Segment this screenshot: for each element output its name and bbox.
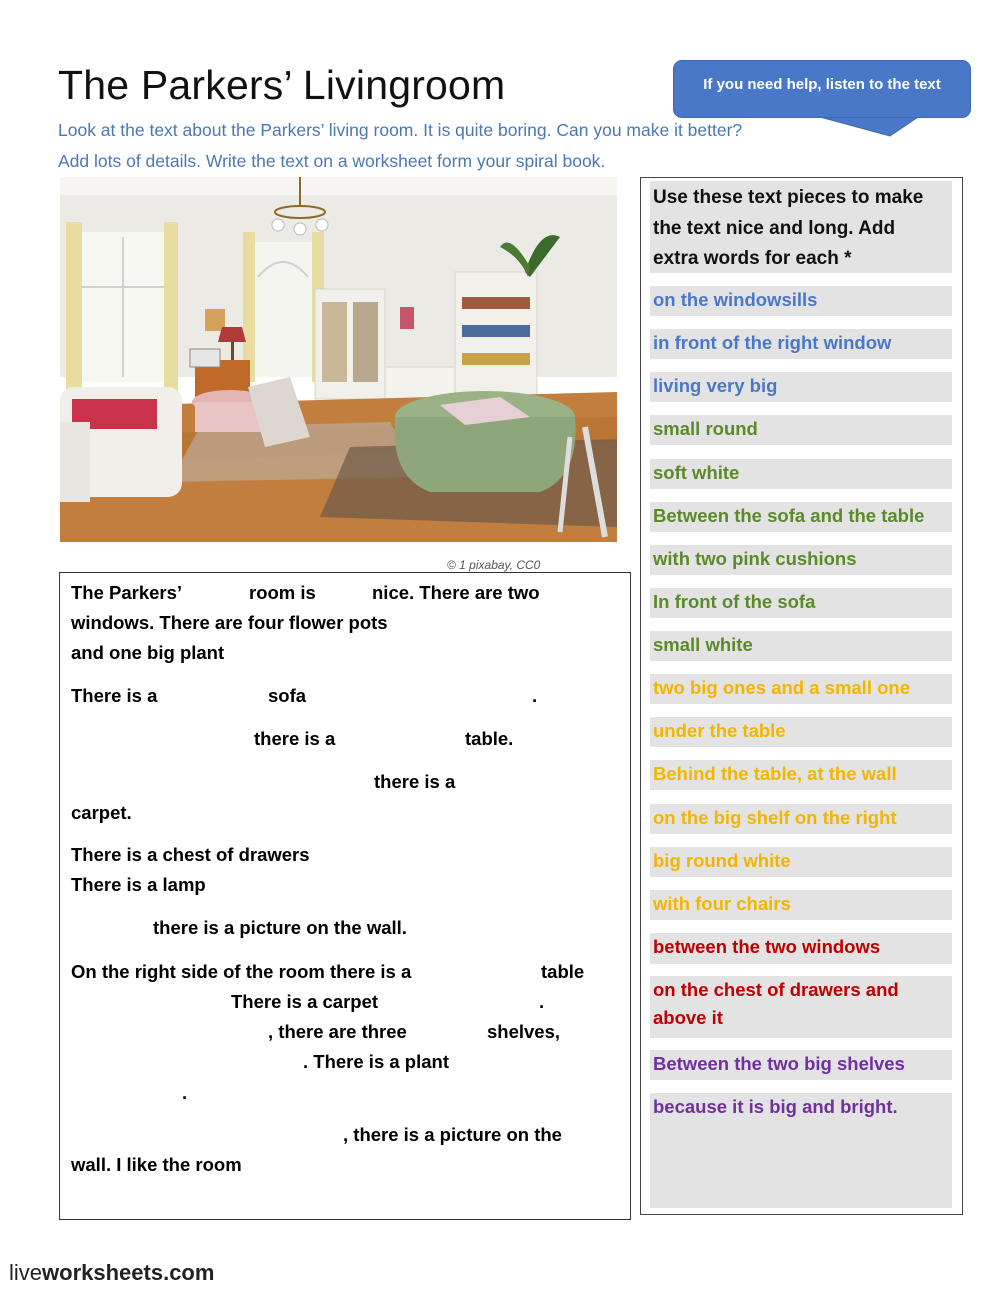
story-text: there is a [374, 771, 456, 792]
story-text: room is [249, 582, 316, 603]
text-piece-chip[interactable]: above it [650, 1007, 952, 1037]
story-text-box [59, 572, 631, 1220]
brand-bold: worksheets [42, 1260, 164, 1285]
photo-credit: © 1 pixabay, CC0 [447, 558, 541, 572]
text-piece-chip[interactable]: on the windowsills [650, 286, 952, 316]
story-text: . [532, 685, 538, 706]
instruction-line-2: Add lots of details. Write the text on a worksheet form your spiral book. [58, 151, 606, 171]
story-text: shelves, [487, 1021, 561, 1042]
brand-light: live [9, 1260, 43, 1285]
panel-empty-area [650, 1140, 952, 1208]
story-text: The Parkers’ [71, 582, 183, 603]
text-piece-chip[interactable]: In front of the sofa [650, 588, 952, 618]
text-piece-chip[interactable]: small round [650, 415, 952, 445]
instruction-line-1: Look at the text about the Parkers’ living room. It is quite boring. Can you make it better? [58, 120, 743, 140]
text-piece-chip[interactable]: under the table [650, 717, 952, 747]
text-piece-chip[interactable]: soft white [650, 459, 952, 489]
text-piece-chip[interactable]: living very big [650, 372, 952, 402]
text-piece-chip[interactable]: two big ones and a small one [650, 674, 952, 704]
story-text: wall. I like the room [71, 1154, 242, 1175]
story-text: . [182, 1082, 188, 1103]
story-text: table [541, 961, 585, 982]
panel-header-line: the text nice and long. Add [653, 217, 896, 239]
story-text: , there are three [268, 1021, 407, 1042]
panel-header [650, 181, 952, 273]
story-text: table. [465, 728, 514, 749]
story-text: there is a [254, 728, 336, 749]
story-text: sofa [268, 685, 307, 706]
text-piece-chip[interactable]: big round white [650, 847, 952, 877]
liveworksheets-logo [9, 1260, 214, 1286]
story-text: There is a lamp [71, 874, 206, 895]
story-text: windows. There are four flower pots [71, 612, 388, 633]
text-piece-chip[interactable]: on the big shelf on the right [650, 804, 952, 834]
text-piece-chip[interactable]: in front of the right window [650, 329, 952, 359]
panel-header-line: extra words for each * [653, 248, 852, 269]
text-piece-chip[interactable]: with two pink cushions [650, 545, 952, 575]
story-text: There is a [71, 685, 158, 706]
page-title: The Parkers’ Livingroom [58, 62, 506, 108]
listen-help-button[interactable] [673, 60, 971, 118]
listen-help-label: If you need help, listen to the text [703, 75, 941, 93]
living-room-photo [60, 177, 617, 542]
story-text: there is a picture on the wall. [153, 917, 407, 938]
story-text: carpet. [71, 802, 132, 823]
story-text: There is a chest of drawers [71, 844, 310, 865]
story-text: nice. There are two [372, 582, 540, 603]
text-piece-chip[interactable]: Between the two big shelves [650, 1050, 952, 1080]
story-text: . There is a plant [303, 1051, 449, 1072]
text-piece-chip[interactable]: with four chairs [650, 890, 952, 920]
story-text: There is a carpet [231, 991, 379, 1012]
text-piece-chip[interactable]: Between the sofa and the table [650, 502, 952, 532]
panel-header-line: Use these text pieces to make [653, 187, 924, 208]
text-piece-chip[interactable]: on the chest of drawers and [650, 976, 952, 1007]
brand-suffix: .com [163, 1260, 215, 1285]
text-piece-chip[interactable]: because it is big and bright. [650, 1093, 952, 1140]
story-text: and one big plant [71, 642, 225, 663]
story-text: , there is a picture on the [343, 1124, 562, 1145]
text-piece-chip[interactable]: small white [650, 631, 952, 661]
story-text: . [539, 991, 545, 1012]
story-text: On the right side of the room there is a [71, 961, 412, 982]
text-piece-chip[interactable]: Behind the table, at the wall [650, 760, 952, 790]
text-piece-chip[interactable]: between the two windows [650, 933, 952, 964]
